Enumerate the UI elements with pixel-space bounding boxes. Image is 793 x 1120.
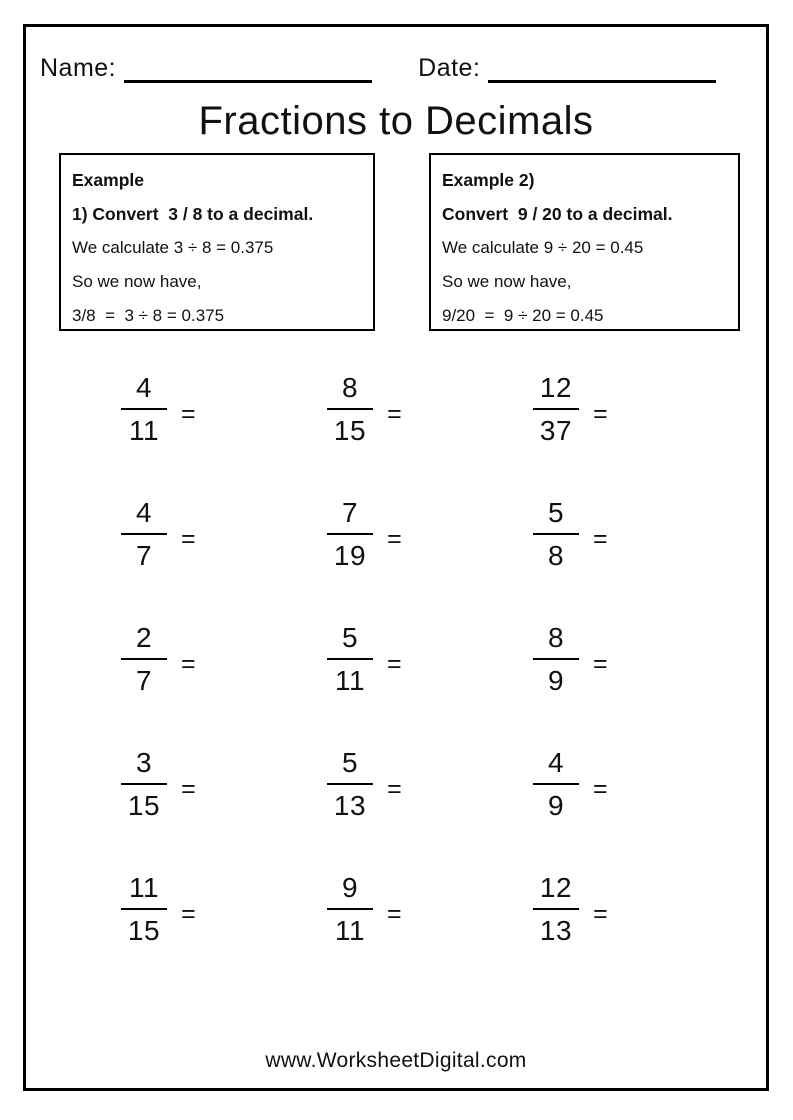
fraction: [327, 496, 373, 572]
answer-blank[interactable]: [596, 634, 666, 684]
problem-cell-8: $\frac{5}{11}$ =: [254, 596, 460, 721]
example2-transition: So we now have,: [442, 272, 572, 291]
fraction-numerator: 11: [128, 871, 160, 903]
answer-blank[interactable]: [390, 759, 460, 809]
problem-cell-3: $\frac{12}{37}$ =: [460, 346, 666, 471]
name-blank[interactable]: [124, 55, 372, 83]
fraction-denominator: 8: [547, 539, 565, 571]
fraction: [327, 371, 373, 447]
problem-cell-11: $\frac{5}{13}$ =: [254, 721, 460, 846]
fraction-numerator: 4: [547, 746, 565, 778]
example1-calculation: We calculate 3 ÷ 8 = 0.375: [72, 238, 274, 257]
fraction: [121, 371, 167, 447]
example-box-1: [59, 153, 375, 331]
fraction-numerator: 5: [341, 746, 359, 778]
problem-cell-2: $\frac{8}{15}$ =: [254, 346, 460, 471]
fraction: [327, 871, 373, 947]
answer-blank[interactable]: [390, 634, 460, 684]
page-title: Fractions to Decimals: [198, 99, 594, 143]
problems-grid: [48, 346, 666, 971]
fraction-numerator: 3: [135, 746, 153, 778]
problem-cell-10: $\frac{3}{15}$ =: [48, 721, 254, 846]
date-blank[interactable]: [488, 55, 716, 83]
fraction: [533, 871, 579, 947]
fraction: [533, 371, 579, 447]
fraction-numerator: 8: [547, 621, 565, 653]
answer-blank[interactable]: [390, 384, 460, 434]
fraction: [533, 746, 579, 822]
fraction-denominator: 7: [135, 539, 153, 571]
fraction-denominator: 15: [127, 914, 161, 946]
problem-cell-5: $\frac{7}{19}$ =: [254, 471, 460, 596]
example1-heading: Example: [72, 170, 144, 190]
date-label: Date:: [418, 54, 481, 82]
examples-section: [59, 153, 740, 331]
fraction-numerator: 7: [341, 496, 359, 528]
example1-result: 3/8 = 3 ÷ 8 = 0.375: [72, 306, 225, 325]
example2-calculation: We calculate 9 ÷ 20 = 0.45: [442, 238, 644, 257]
fraction-numerator: 12: [539, 371, 573, 403]
answer-blank[interactable]: [184, 759, 254, 809]
example-box-2: [429, 153, 740, 331]
fraction: [533, 496, 579, 572]
problem-cell-15: $\frac{12}{13}$ =: [460, 846, 666, 971]
answer-blank[interactable]: [596, 884, 666, 934]
fraction-denominator: 11: [128, 414, 160, 446]
problem-cell-1: $\frac{4}{11}$ =: [48, 346, 254, 471]
fraction-numerator: 12: [539, 871, 573, 903]
problem-cell-4: $\frac{4}{7}$ =: [48, 471, 254, 596]
fraction-numerator: 8: [341, 371, 359, 403]
fraction-denominator: 9: [547, 664, 565, 696]
answer-blank[interactable]: [596, 384, 666, 434]
fraction-denominator: 13: [539, 914, 573, 946]
fraction: [121, 496, 167, 572]
problem-cell-14: $\frac{9}{11}$ =: [254, 846, 460, 971]
fraction-denominator: 19: [333, 539, 367, 571]
fraction-numerator: 4: [135, 371, 153, 403]
website-footer: www.WorksheetDigital.com: [265, 1049, 527, 1072]
answer-blank[interactable]: [596, 509, 666, 559]
answer-blank[interactable]: [390, 884, 460, 934]
fraction-numerator: 5: [547, 496, 565, 528]
fraction: [121, 871, 167, 947]
fraction-denominator: 15: [127, 789, 161, 821]
fraction-denominator: 7: [135, 664, 153, 696]
problem-cell-7: $\frac{2}{7}$ =: [48, 596, 254, 721]
problem-cell-9: $\frac{8}{9}$ =: [460, 596, 666, 721]
answer-blank[interactable]: [184, 884, 254, 934]
answer-blank[interactable]: [184, 384, 254, 434]
fraction-numerator: 4: [135, 496, 153, 528]
answer-blank[interactable]: [390, 509, 460, 559]
fraction-denominator: 13: [333, 789, 367, 821]
answer-blank[interactable]: [184, 634, 254, 684]
fraction-numerator: 5: [341, 621, 359, 653]
problem-cell-6: $\frac{5}{8}$ =: [460, 471, 666, 596]
fraction-denominator: 15: [333, 414, 367, 446]
fraction: [327, 746, 373, 822]
name-label: Name:: [40, 54, 117, 82]
example2-result: 9/20 = 9 ÷ 20 = 0.45: [442, 306, 604, 325]
example1-problem: 1) Convert 3 / 8 to a decimal.: [72, 204, 314, 224]
answer-blank[interactable]: [596, 759, 666, 809]
fraction: [121, 621, 167, 697]
fraction: [121, 746, 167, 822]
fraction: [533, 621, 579, 697]
answer-blank[interactable]: [184, 509, 254, 559]
example2-heading: Example 2): [442, 170, 535, 190]
name-date-row: [40, 53, 740, 83]
fraction-numerator: 9: [341, 871, 359, 903]
problem-cell-13: $\frac{11}{15}$ =: [48, 846, 254, 971]
problem-cell-12: $\frac{4}{9}$ =: [460, 721, 666, 846]
fraction-numerator: 2: [135, 621, 153, 653]
fraction-denominator: 11: [334, 664, 366, 696]
page-border-frame: [23, 24, 769, 1091]
example2-problem: Convert 9 / 20 to a decimal.: [442, 204, 673, 224]
fraction: [327, 621, 373, 697]
fraction-denominator: 11: [334, 914, 366, 946]
fraction-denominator: 37: [539, 414, 573, 446]
fraction-denominator: 9: [547, 789, 565, 821]
example1-transition: So we now have,: [72, 272, 202, 291]
